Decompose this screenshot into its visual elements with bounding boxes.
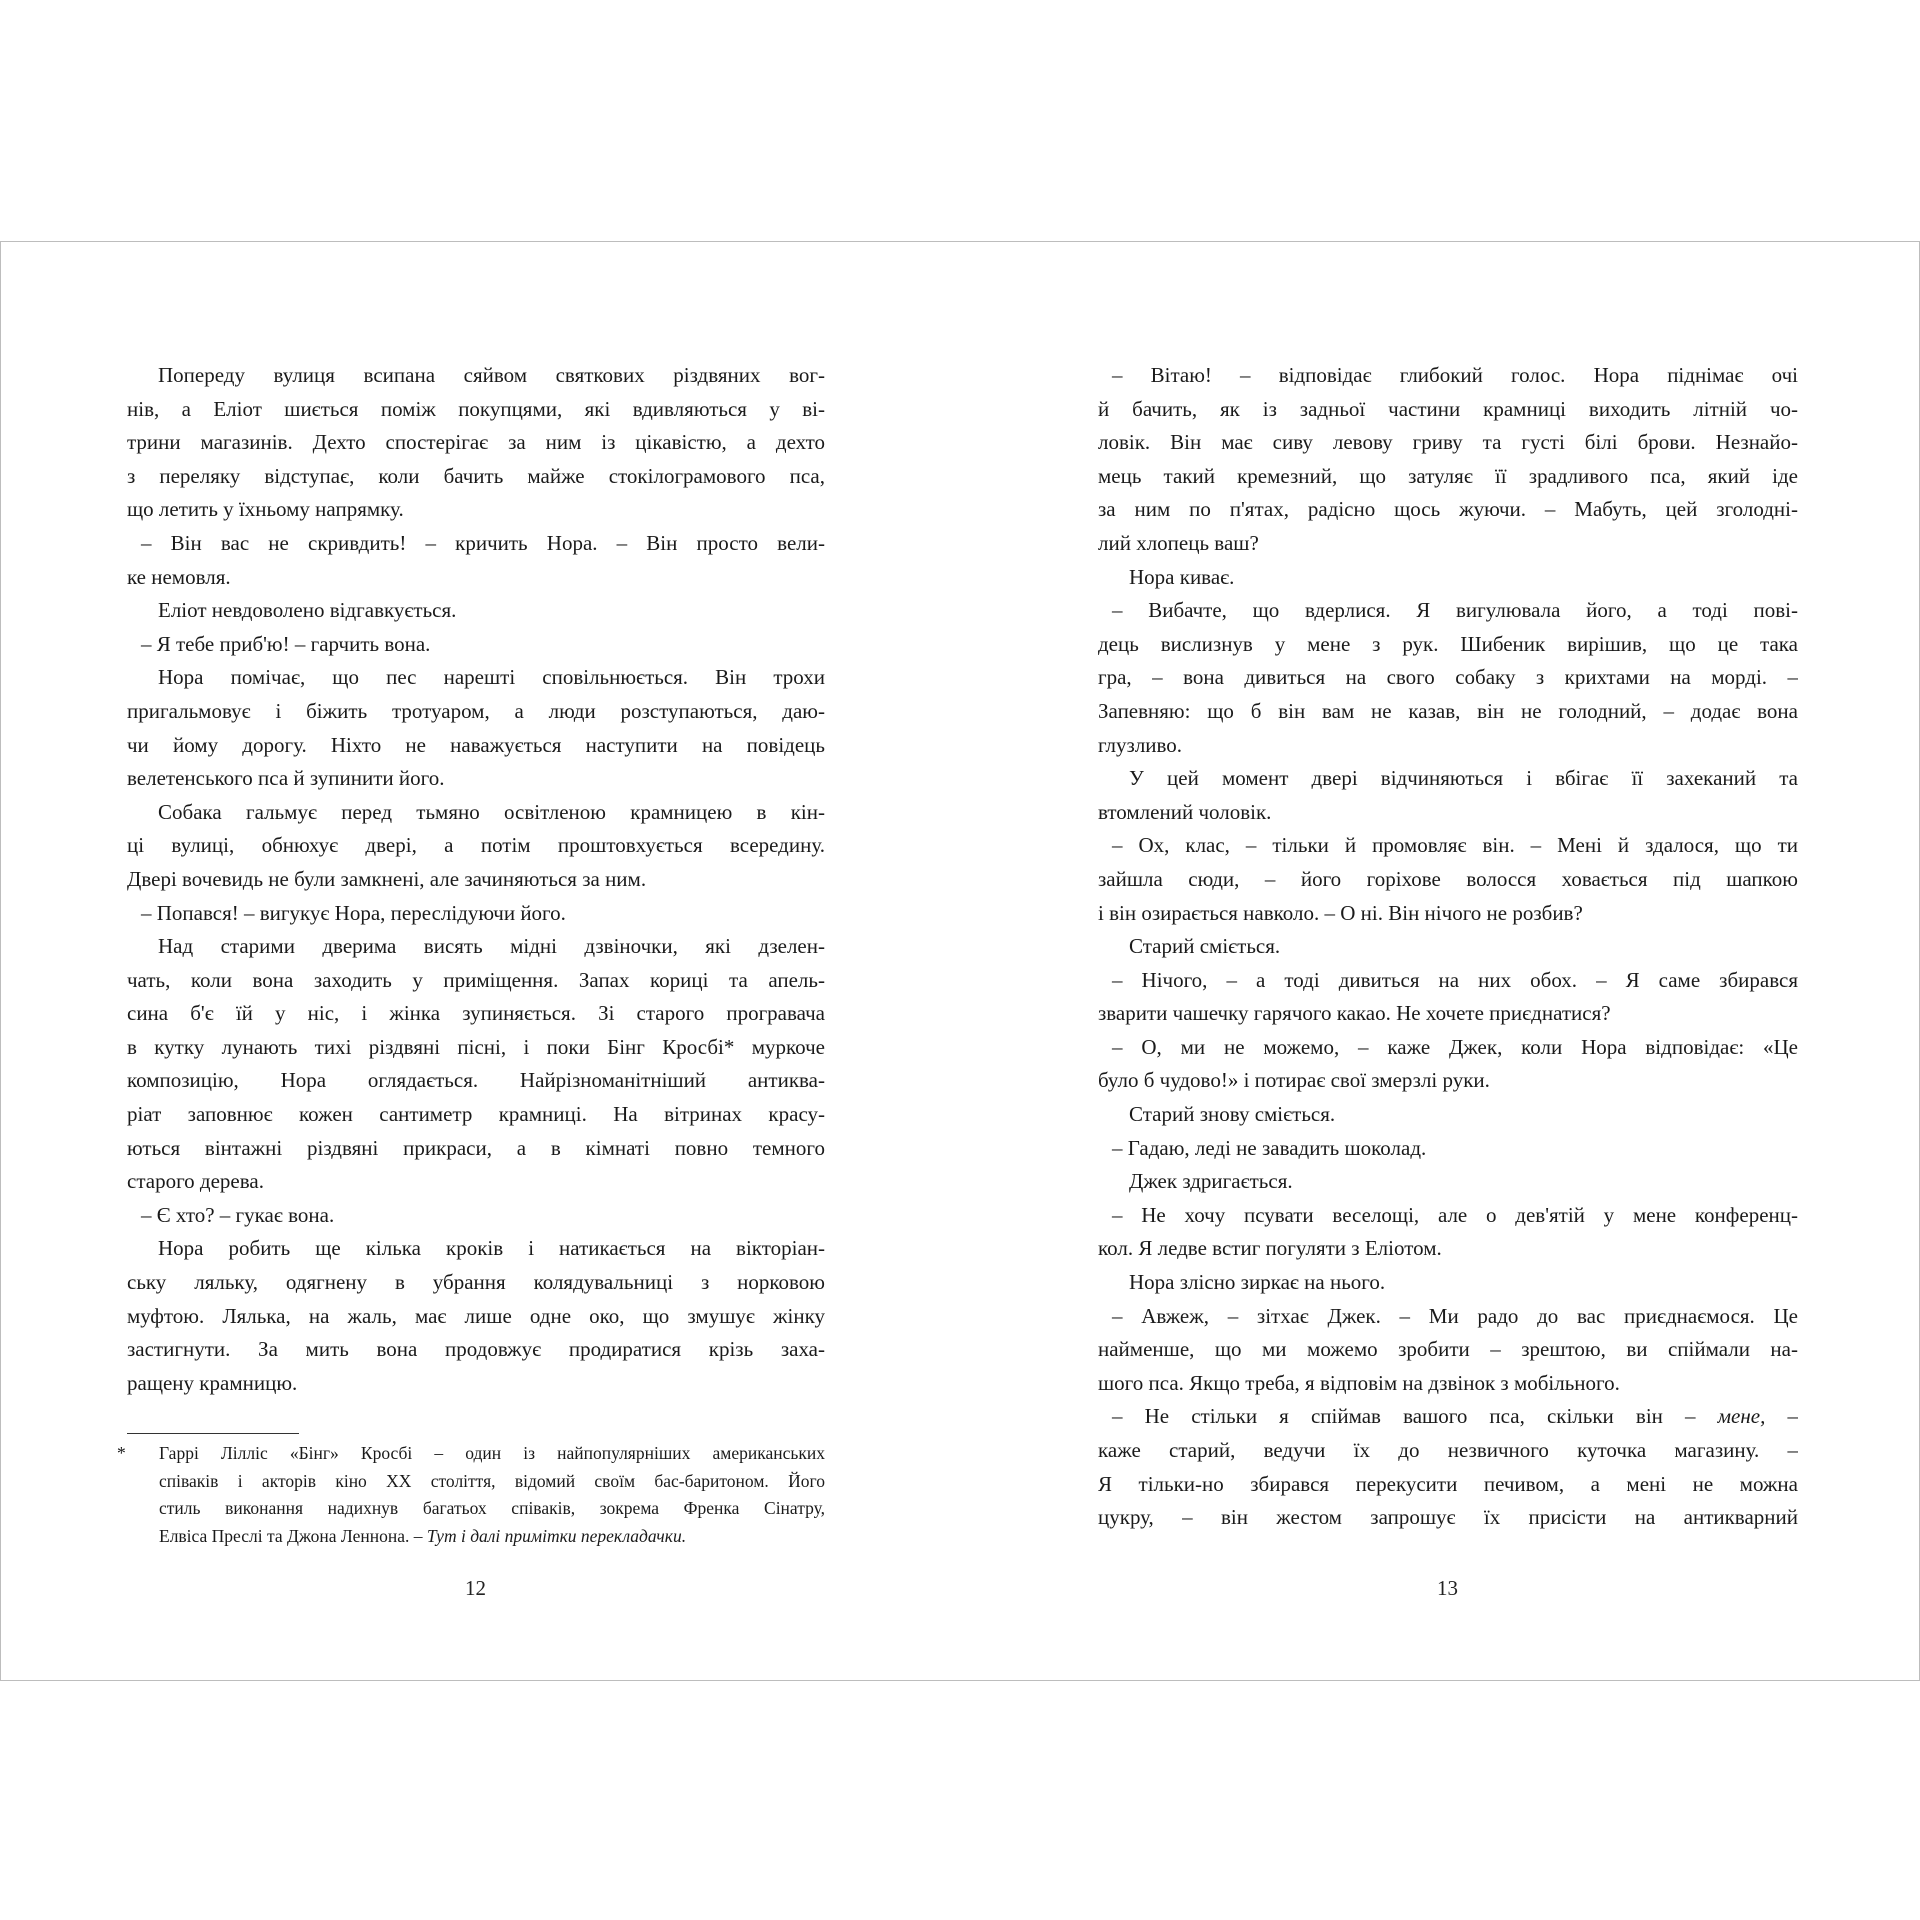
- text-line: [127, 897, 825, 931]
- line-text: що летить у їхньому напрямку.: [127, 497, 404, 522]
- text-line: [127, 359, 825, 393]
- text-line: [1098, 1434, 1798, 1468]
- line-text: Еліот невдоволено відгавкується.: [158, 598, 457, 623]
- text-line: [159, 1440, 825, 1468]
- line-text: У цей момент двері відчиняються і вбігає її захеканий та: [1129, 766, 1798, 791]
- text-line: [1098, 1064, 1798, 1098]
- line-text: Джек здригається.: [1129, 1169, 1293, 1194]
- line-text-after: –: [1765, 1404, 1798, 1429]
- text-line: [127, 527, 825, 561]
- text-line: [1098, 661, 1798, 695]
- line-text: Над старими дверима висять мідні дзвіночки, які дзелен-: [158, 934, 825, 959]
- line-text: ються вінтажні різдвяні прикраси, а в кімнаті повно темного: [127, 1135, 825, 1160]
- line-text: й бачить, як із задньої частини крамниці виходить літній чо-: [1098, 396, 1798, 421]
- line-text: каже старий, ведучи їх до незвичного куточка магазину. –: [1098, 1438, 1798, 1462]
- text-line: [1098, 594, 1798, 628]
- line-text: ську ляльку, одягнену в убрання колядувальниці з норковою: [127, 1270, 825, 1295]
- line-text: зварити чашечку гарячого какао. Не хочете приєднатися?: [1098, 1001, 1611, 1026]
- text-line: [127, 729, 825, 763]
- line-text: і він озирається навколо. – О ні. Він нічого не розбив?: [1098, 900, 1583, 925]
- line-text: – Попався! – вигукує Нора, переслідуючи його.: [141, 900, 566, 925]
- line-text: найменше, що ми можемо зробити – зрештою, ви спіймали на-: [1098, 1337, 1798, 1362]
- text-line: [127, 561, 825, 595]
- text-line: [1098, 1132, 1798, 1166]
- line-text: стиль виконання надихнув багатьох співаків, зокрема Френка Сінатру,: [159, 1498, 825, 1518]
- line-text: кол. Я ледве встиг погуляти з Еліотом.: [1098, 1236, 1442, 1261]
- left-page-text: [127, 359, 825, 1400]
- line-text: – Є хто? – гукає вона.: [141, 1202, 335, 1227]
- text-line: [159, 1523, 825, 1551]
- text-line: [127, 1064, 825, 1098]
- text-line: [127, 493, 825, 527]
- text-line: [127, 930, 825, 964]
- text-line: [127, 1098, 825, 1132]
- line-text: лий хлопець ваш?: [1098, 530, 1259, 555]
- footnote-marker: *: [117, 1443, 126, 1463]
- line-text: трини магазинів. Дехто спостерігає за ним із цікавістю, а дехто: [127, 430, 825, 455]
- line-text: глузливо.: [1098, 732, 1183, 757]
- text-line: [1098, 897, 1798, 931]
- text-line: [1098, 1400, 1798, 1434]
- text-line: [1098, 561, 1798, 595]
- line-text: Нора киває.: [1129, 564, 1235, 589]
- text-line: [1098, 1199, 1798, 1233]
- line-text: старого дерева.: [127, 1169, 264, 1194]
- line-text: ловік. Він має сиву левову гриву та густі білі брови. Незнайо-: [1098, 430, 1798, 455]
- line-text: Елвіса Преслі та Джона Леннона. –: [159, 1525, 427, 1546]
- text-line: [127, 997, 825, 1031]
- text-line: [127, 460, 825, 494]
- text-line: [1098, 762, 1798, 796]
- line-text: було б чудово!» і потирає свої змерзлі руки.: [1098, 1068, 1490, 1093]
- italic-text: Тут і далі примітки перекладачки.: [426, 1525, 687, 1546]
- text-line: [127, 1199, 825, 1233]
- text-line: [127, 1266, 825, 1300]
- line-text: шого пса. Якщо треба, я відповім на дзвінок з мобільного.: [1098, 1370, 1620, 1395]
- line-text: чи йому дорогу. Ніхто не наважується наступити на повідець: [127, 732, 825, 757]
- line-text: ріат заповнює кожен сантиметр крамниці. На вітринах красу-: [127, 1102, 825, 1127]
- line-text: цукру, – він жестом запрошує їх присісти на антикварний: [1098, 1505, 1798, 1530]
- text-line: [1098, 1165, 1798, 1199]
- line-text: чать, коли вона заходить у приміщення. Запах кориці та апель-: [127, 967, 825, 992]
- text-line: [1098, 1468, 1798, 1502]
- text-line: [1098, 1098, 1798, 1132]
- line-text: – Він вас не скривдить! – кричить Нора. – Він просто вели-: [141, 530, 825, 555]
- text-line: [1098, 460, 1798, 494]
- text-line: [159, 1468, 825, 1496]
- line-text: сина б'є їй у ніс, і жінка зупиняється. Зі старого програвача: [127, 1001, 825, 1026]
- line-text: мець такий кремезний, що затуляє її зрадливого пса, який іде: [1098, 463, 1798, 488]
- line-text: Попереду вулиця всипана сяйвом святкових різдвяних вог-: [158, 363, 825, 387]
- text-line: [127, 661, 825, 695]
- page-number-right: 13: [1437, 1576, 1458, 1600]
- text-line: [1098, 695, 1798, 729]
- text-line: [127, 695, 825, 729]
- line-text: – Нічого, – а тоді дивиться на них обох. – Я саме збирався: [1112, 967, 1798, 992]
- line-text: з переляку відступає, коли бачить майже стокілограмового пса,: [127, 463, 825, 488]
- line-text: – Я тебе приб'ю! – гарчить вона.: [141, 631, 431, 656]
- text-line: [127, 393, 825, 427]
- line-text: – Вітаю! – відповідає глибокий голос. Нора піднімає очі: [1112, 363, 1798, 387]
- text-line: [127, 863, 825, 897]
- footnote-text: [159, 1440, 825, 1550]
- text-line: [1098, 796, 1798, 830]
- line-text: Нора злісно зиркає на нього.: [1129, 1270, 1386, 1295]
- line-text: Гаррі Лілліс «Бінг» Кросбі – один із найпопулярніших американських: [159, 1443, 825, 1463]
- line-text: ці вулиці, обнюхує двері, а потім проштовхується всередину.: [127, 833, 825, 858]
- text-line: [127, 964, 825, 998]
- text-line: [1098, 1266, 1798, 1300]
- line-text: співаків і акторів кіно XX століття, відомий своїм бас-баритоном. Його: [159, 1470, 825, 1491]
- text-line: [127, 426, 825, 460]
- right-page-text: [1098, 359, 1798, 1535]
- text-line: [1098, 964, 1798, 998]
- text-line: [1098, 829, 1798, 863]
- text-line: [1098, 1333, 1798, 1367]
- text-line: [1098, 359, 1798, 393]
- text-line: [159, 1495, 825, 1523]
- text-line: [127, 1367, 825, 1401]
- text-line: [1098, 1367, 1798, 1401]
- line-text: – О, ми не можемо, – каже Джек, коли Нора відповідає: «Це: [1112, 1034, 1798, 1059]
- text-line: [1098, 863, 1798, 897]
- text-line: [127, 594, 825, 628]
- line-text: – Вибачте, що вдерлися. Я вигулювала його, а тоді пові-: [1112, 598, 1798, 623]
- line-text: в кутку лунають тихі різдвяні пісні, і поки Бінг Кросбі* муркоче: [127, 1034, 825, 1059]
- line-text: Нора робить ще кілька кроків і натикається на вікторіан-: [158, 1236, 825, 1261]
- line-text: – Гадаю, леді не завадить шоколад.: [1112, 1135, 1427, 1160]
- text-line: [127, 1031, 825, 1065]
- text-line: [1098, 527, 1798, 561]
- line-text: втомлений чоловік.: [1098, 799, 1272, 824]
- line-text: Я тільки-но збирався перекусити печивом, а мені не можна: [1098, 1471, 1798, 1496]
- line-text: Собака гальмує перед тьмяно освітленою крамницею в кін-: [158, 799, 825, 824]
- line-text: Старий знову сміється.: [1129, 1102, 1336, 1127]
- line-text: Двері вочевидь не були замкнені, але зачиняються за ним.: [127, 866, 647, 891]
- italic-text: мене,: [1717, 1404, 1766, 1429]
- text-line: [127, 628, 825, 662]
- text-line: [1098, 426, 1798, 460]
- line-text: ке немовля.: [127, 564, 231, 589]
- text-line: [127, 829, 825, 863]
- text-line: [127, 1300, 825, 1334]
- text-line: [1098, 1300, 1798, 1334]
- line-text: Старий сміється.: [1129, 934, 1281, 959]
- line-text: – Не хочу псувати веселощі, але о дев'ятій у мене конференц-: [1112, 1202, 1798, 1227]
- text-line: [1098, 1232, 1798, 1266]
- line-text: за ним по п'ятах, радісно щось жуючи. – Мабуть, цей зголодні-: [1098, 497, 1798, 522]
- text-line: [127, 1165, 825, 1199]
- line-text: – Не стільки я спіймав вашого пса, скільки він –: [1112, 1404, 1718, 1429]
- line-text: пригальмовує і біжить тротуаром, а люди розступаються, даю-: [127, 698, 825, 723]
- line-text: Нора помічає, що пес нарешті сповільнюється. Він трохи: [158, 665, 825, 690]
- text-line: [127, 796, 825, 830]
- text-line: [1098, 1031, 1798, 1065]
- line-text: зайшла сюди, – його горіхове волосся ховається під шапкою: [1098, 866, 1798, 891]
- text-line: [127, 1132, 825, 1166]
- line-text: ращену крамницю.: [127, 1370, 298, 1395]
- line-text: муфтою. Лялька, на жаль, має лише одне око, що змушує жінку: [127, 1303, 825, 1328]
- line-text: велетенського пса й зупинити його.: [127, 766, 445, 791]
- text-line: [1098, 493, 1798, 527]
- line-text: застигнути. За мить вона продовжує продиратися крізь заха-: [127, 1337, 825, 1362]
- text-line: [1098, 628, 1798, 662]
- text-line: [127, 1333, 825, 1367]
- line-text: – Ох, клас, – тільки й промовляє він. – Мені й здалося, що ти: [1112, 833, 1798, 858]
- footnote-divider: [127, 1433, 299, 1434]
- line-text: дець вислизнув у мене з рук. Шибеник вирішив, що це така: [1098, 631, 1798, 656]
- text-line: [1098, 393, 1798, 427]
- line-text: – Авжеж, – зітхає Джек. – Ми радо до вас приєднаємося. Це: [1112, 1303, 1798, 1328]
- page-number-left: 12: [465, 1576, 486, 1600]
- text-line: [1098, 930, 1798, 964]
- line-text: гра, – вона дивиться на свого собаку з крихтами на морді. –: [1098, 665, 1798, 690]
- line-text: нів, а Еліот шиється поміж покупцями, які вдивляються у ві-: [127, 396, 825, 421]
- line-text: композицію, Нора оглядається. Найрізноманітніший антиква-: [127, 1068, 825, 1093]
- footnote: [117, 1440, 825, 1550]
- text-line: [1098, 997, 1798, 1031]
- text-line: [1098, 1501, 1798, 1535]
- line-text: Запевняю: що б він вам не казав, він не голодний, – додає вона: [1098, 698, 1798, 723]
- text-line: [127, 1232, 825, 1266]
- text-line: [127, 762, 825, 796]
- text-line: [1098, 729, 1798, 763]
